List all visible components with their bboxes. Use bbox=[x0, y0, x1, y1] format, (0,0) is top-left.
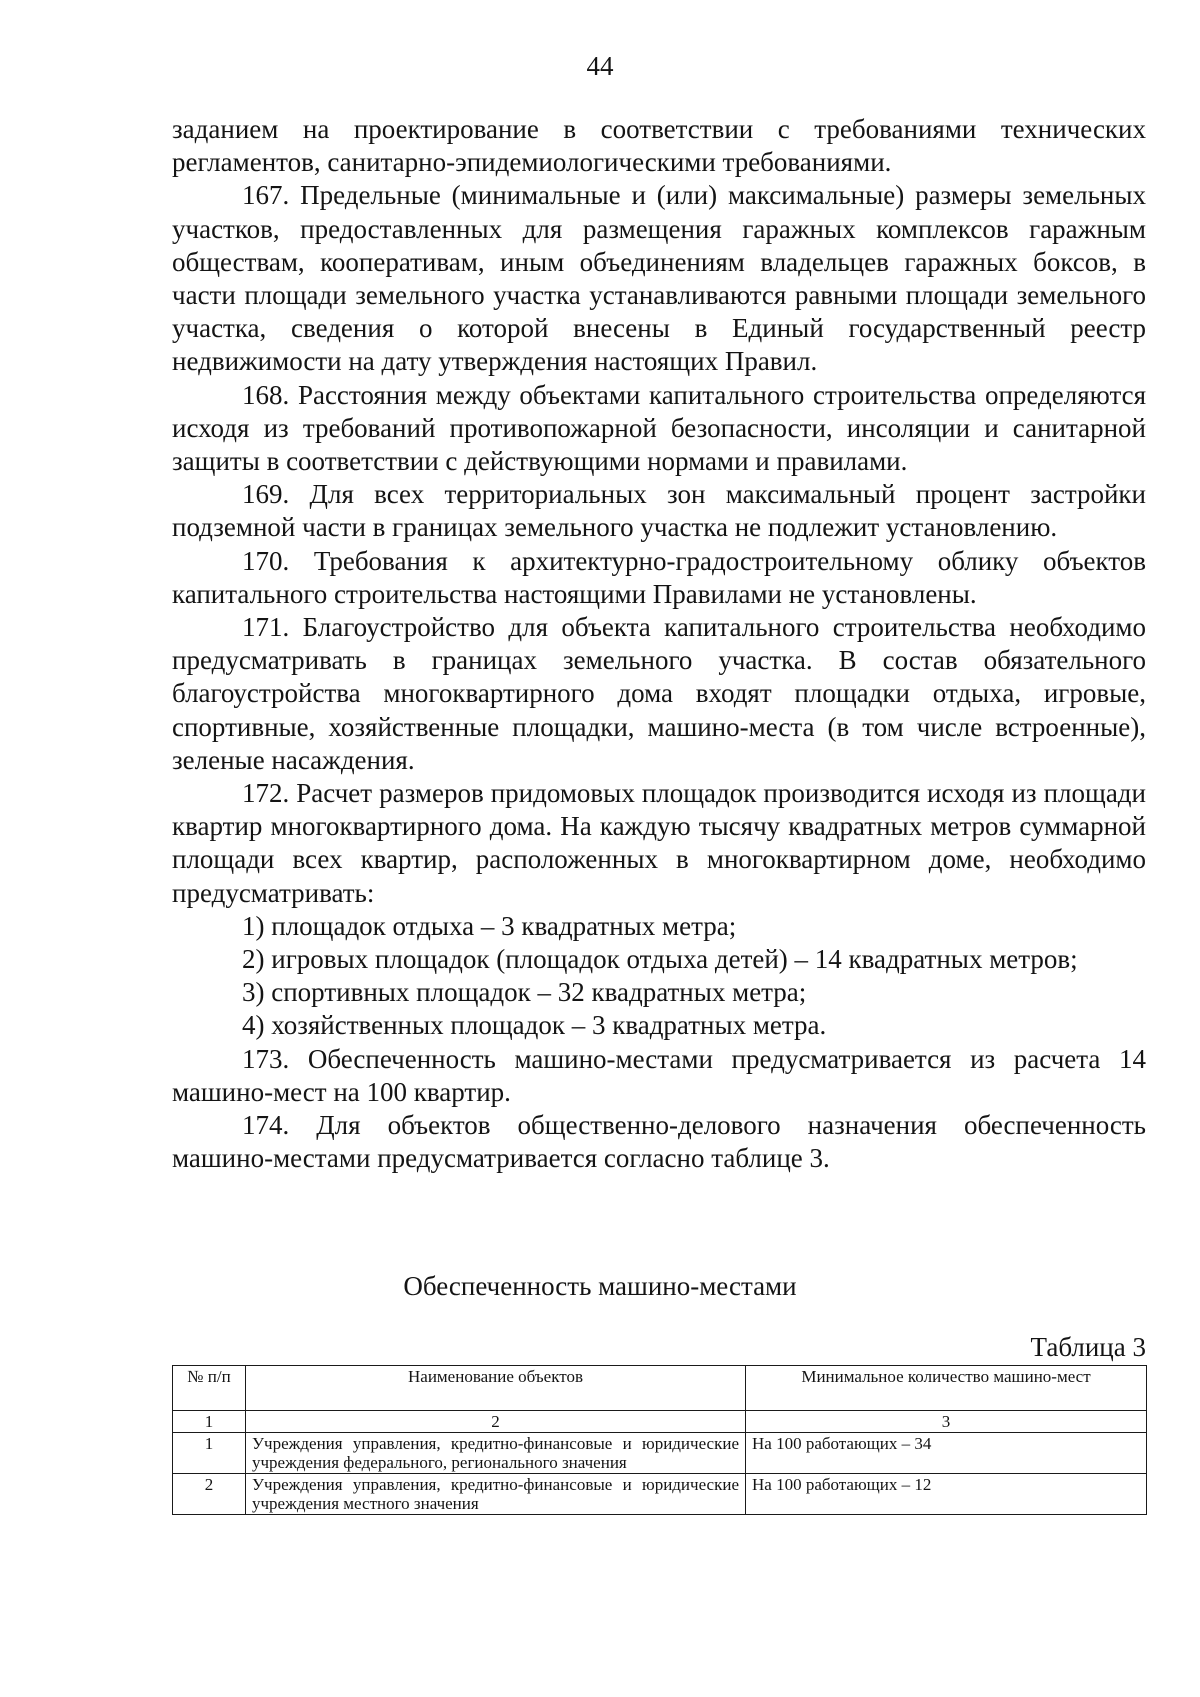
list-item-1: 1) площадок отдыха – 3 квадратных метра; bbox=[242, 910, 737, 941]
table-header-row bbox=[173, 1366, 1147, 1411]
table-row bbox=[173, 1474, 1147, 1515]
paragraph-174: 174. Для объектов общественно-делового назначения обеспеченность машино-местами предусматривается согласно таблице 3. bbox=[172, 1110, 1146, 1174]
row-number: 2 bbox=[173, 1474, 246, 1515]
table-row bbox=[173, 1433, 1147, 1474]
index-cell: 3 bbox=[746, 1411, 1147, 1433]
row-parking-value: На 100 работающих – 12 bbox=[746, 1474, 1147, 1515]
list-item-4: 4) хозяйственных площадок – 3 квадратных метра. bbox=[242, 1010, 827, 1041]
index-cell: 1 bbox=[173, 1411, 246, 1433]
paragraph-171: 171. Благоустройство для объекта капитального строительства необходимо предусматривать в границах земельного участка. В состав обязательного благоустройства многоквартирного дома входят площадки отдыха, игровые, спортивные, хозяйственные площадки, машино-места (в том числе встроенные), зеленые насаждения. bbox=[172, 612, 1146, 775]
body-text bbox=[172, 113, 1146, 1176]
row-object-name: Учреждения управления, кредитно-финансовые и юридические учреждения местного значения bbox=[246, 1474, 746, 1515]
row-parking-value: На 100 работающих – 34 bbox=[746, 1433, 1147, 1474]
paragraph-168: 168. Расстояния между объектами капитального строительства определяются исходя из требований противопожарной безопасности, инсоляции и санитарной защиты в соответствии с действующими нормами и правилами. bbox=[172, 379, 1146, 477]
table-caption: Обеспеченность машино-местами bbox=[403, 1271, 797, 1301]
paragraph-173: 173. Обеспеченность машино-местами предусматривается из расчета 14 машино-мест на 100 квартир. bbox=[172, 1043, 1146, 1107]
paragraph-170: 170. Требования к архитектурно-градостроительному облику объектов капитального строительства настоящими Правилами не установлены. bbox=[172, 545, 1146, 609]
paragraph-172: 172. Расчет размеров придомовых площадок производится исходя из площади квартир многоквартирного дома. На каждую тысячу квадратных метров суммарной площади всех квартир, расположенных в многоквартирном доме, необходимо предусматривать: bbox=[172, 778, 1146, 908]
header-object-name: Наименование объектов bbox=[246, 1366, 746, 1411]
table-index-row bbox=[173, 1411, 1147, 1433]
row-object-name: Учреждения управления, кредитно-финансовые и юридические учреждения федерального, регионального значения bbox=[246, 1433, 746, 1474]
index-cell: 2 bbox=[246, 1411, 746, 1433]
paragraph-169: 169. Для всех территориальных зон максимальный процент застройки подземной части в границах земельного участка не подлежит установлению. bbox=[172, 479, 1146, 543]
page-number: 44 bbox=[586, 51, 614, 81]
list-item-2: 2) игровых площадок (площадок отдыха детей) – 14 квадратных метров; bbox=[242, 944, 1078, 975]
header-min-parking: Минимальное количество машино-мест bbox=[746, 1366, 1147, 1411]
paragraph-167: 167. Предельные (минимальные и (или) максимальные) размеры земельных участков, предоставленных для размещения гаражных комплексов гаражным обществам, кооперативам, иным объединениям владельцев гаражных боксов, в части площади земельного участка устанавливаются равными площади земельного участка, сведения о которой внесены в Единый государственный реестр недвижимости на дату утверждения настоящих Правил. bbox=[172, 180, 1146, 377]
header-number: № п/п bbox=[173, 1366, 246, 1411]
paragraph-intro: заданием на проектирование в соответствии с требованиями технических регламентов, санитарно-эпидемиологическими требованиями. bbox=[172, 114, 1146, 178]
list-item-3: 3) спортивных площадок – 32 квадратных метра; bbox=[242, 977, 807, 1008]
row-number: 1 bbox=[173, 1433, 246, 1474]
table-label: Таблица 3 bbox=[1030, 1332, 1146, 1362]
parking-norms-table bbox=[172, 1365, 1147, 1515]
